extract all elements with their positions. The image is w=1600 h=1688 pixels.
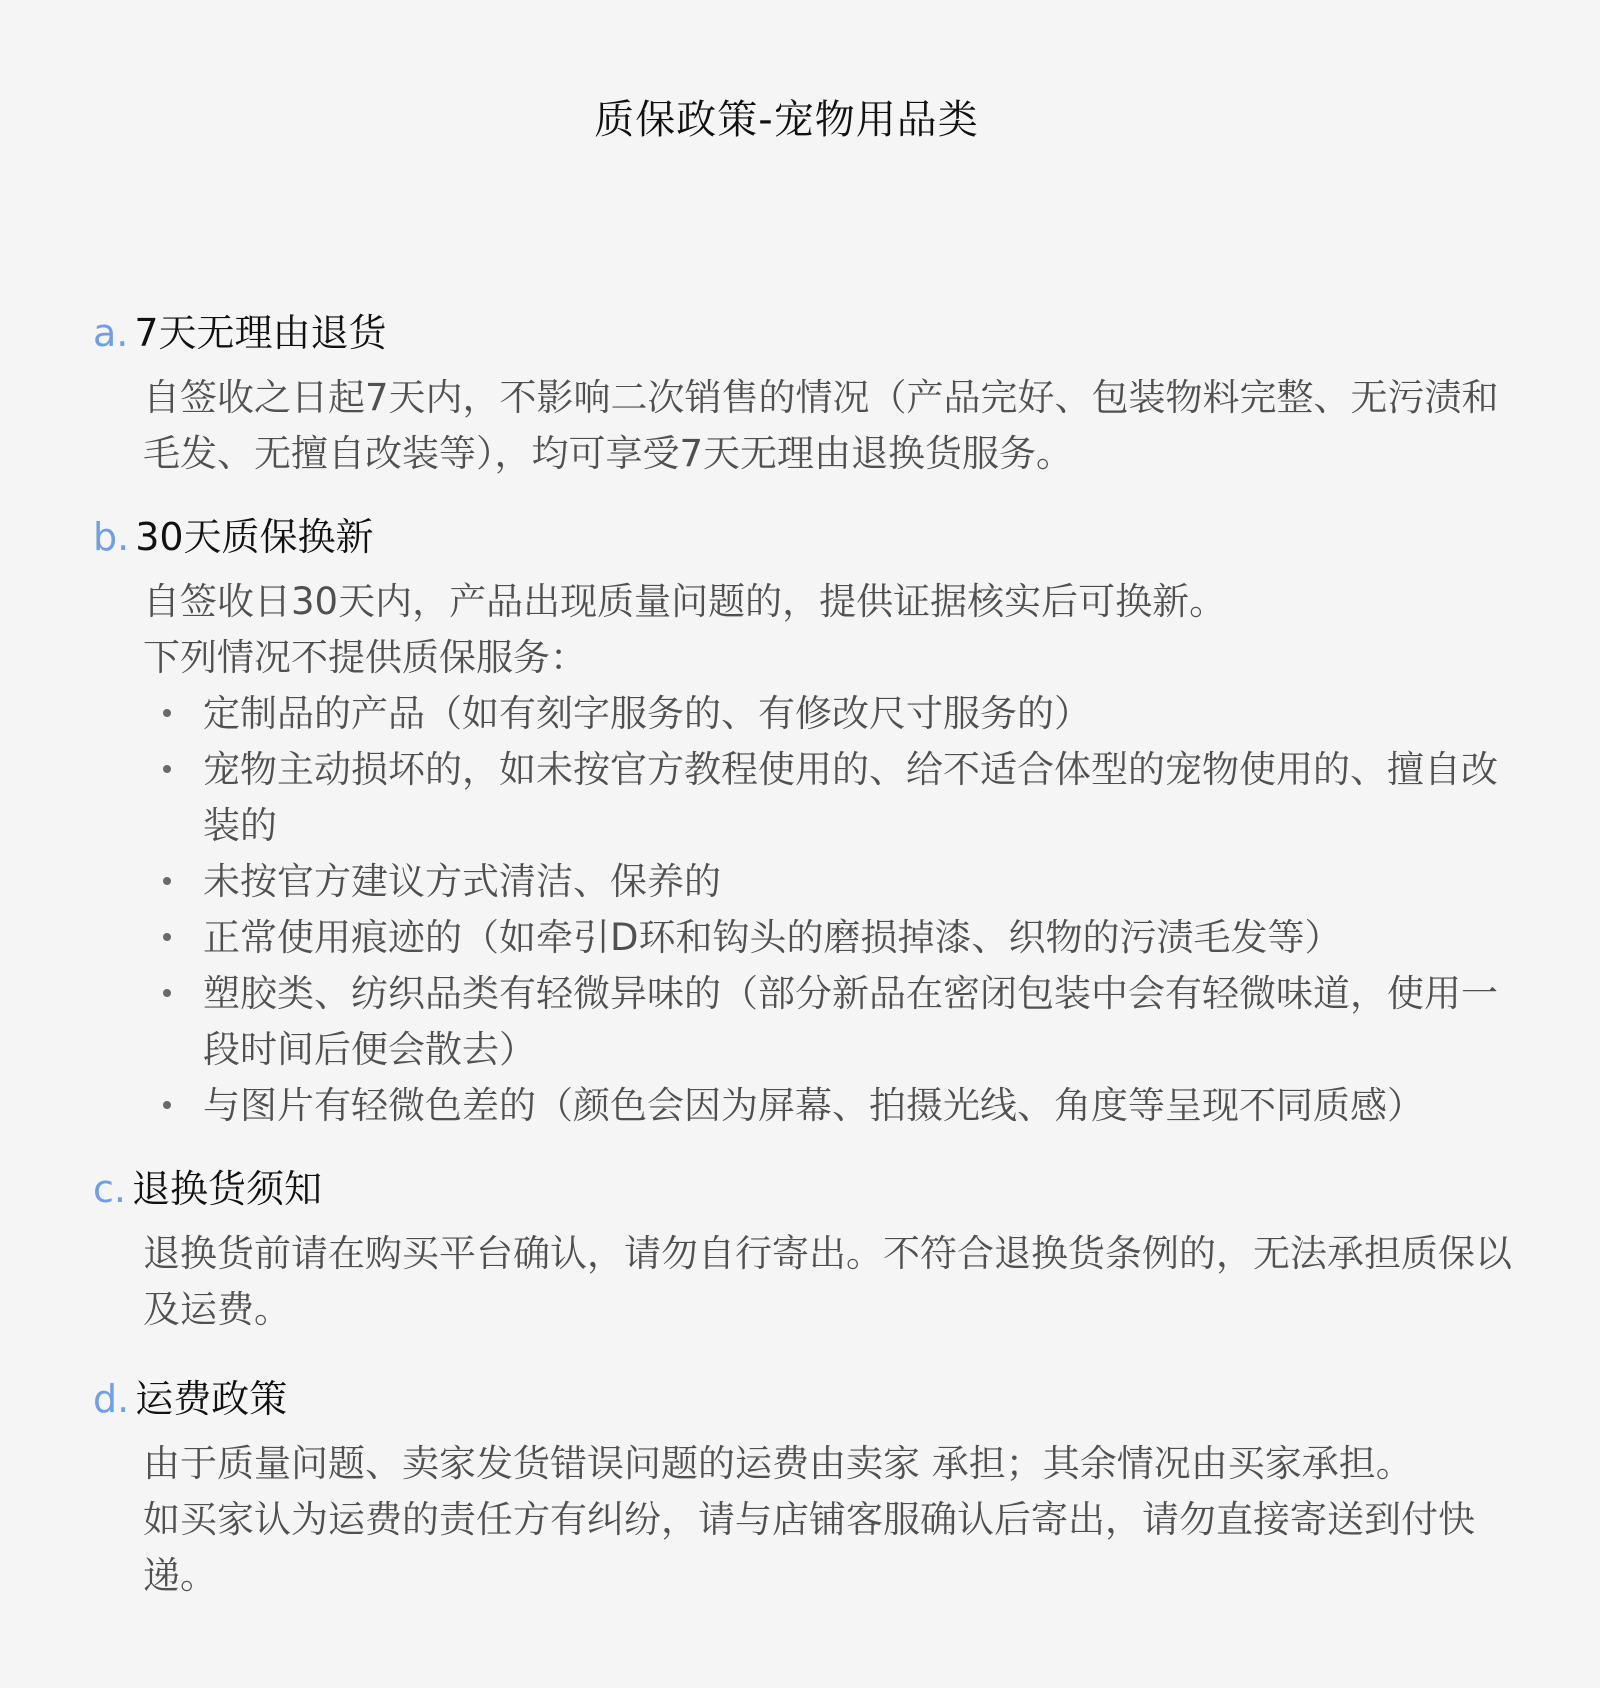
section-heading-c [93, 1158, 322, 1213]
section-body-a [143, 370, 1523, 482]
bullet-icon [163, 1101, 171, 1109]
section-title: 7天无理由退货 [134, 311, 387, 355]
section-heading-d [93, 1368, 287, 1423]
section-letter: a. [93, 311, 129, 355]
list-item [143, 966, 1523, 1078]
list-item [143, 1078, 1523, 1134]
section-title: 30天质保换新 [135, 515, 374, 559]
bullet-icon [163, 933, 171, 941]
list-item-text: 正常使用痕迹的（如牵引D环和钩头的磨损掉漆、织物的污渍毛发等） [203, 916, 1342, 959]
list-item-text: 定制品的产品（如有刻字服务的、有修改尺寸服务的） [203, 692, 1091, 735]
paragraph: 由于质量问题、卖家发货错误问题的运费由卖家 承担；其余情况由买家承担。 [143, 1442, 1413, 1485]
section-letter: c. [93, 1167, 126, 1211]
paragraph: 自签收日30天内，产品出现质量问题的，提供证据核实后可换新。 [143, 580, 1227, 623]
section-letter: d. [93, 1377, 130, 1421]
bullet-icon [163, 877, 171, 885]
paragraph: 下列情况不提供质保服务： [143, 636, 587, 679]
section-body-d [143, 1436, 1523, 1604]
bullet-icon [163, 765, 171, 773]
section-letter: b. [93, 515, 130, 559]
paragraph: 如买家认为运费的责任方有纠纷，请与店铺客服确认后寄出，请勿直接寄送到付快递。 [143, 1498, 1475, 1597]
list-item [143, 686, 1523, 742]
paragraph: 自签收之日起7天内，不影响二次销售的情况（产品完好、包装物料完整、无污渍和毛发、无擅自改装等），均可享受7天无理由退换货服务。 [143, 376, 1499, 475]
section-heading-b [93, 506, 374, 561]
list-item-text: 与图片有轻微色差的（颜色会因为屏幕、拍摄光线、角度等呈现不同质感） [203, 1084, 1424, 1127]
paragraph: 退换货前请在购买平台确认，请勿自行寄出。不符合退换货条例的，无法承担质保以及运费。 [143, 1232, 1512, 1331]
section-title: 运费政策 [135, 1377, 288, 1421]
section-body-c [143, 1226, 1523, 1338]
exclusion-list [143, 686, 1523, 1134]
page-title: 质保政策-宠物用品类 [594, 97, 979, 143]
list-item-text: 未按官方建议方式清洁、保养的 [203, 860, 721, 903]
list-item [143, 742, 1523, 854]
list-item-text: 塑胶类、纺织品类有轻微异味的（部分新品在密闭包装中会有轻微味道，使用一段时间后便会散去） [203, 972, 1498, 1071]
list-item [143, 854, 1523, 910]
section-body-b [143, 574, 1523, 1134]
bullet-icon [163, 709, 171, 717]
bullet-icon [163, 989, 171, 997]
list-item [143, 910, 1523, 966]
list-item-text: 宠物主动损坏的，如未按官方教程使用的、给不适合体型的宠物使用的、擅自改装的 [203, 748, 1498, 847]
section-title: 退换货须知 [131, 1167, 322, 1211]
section-heading-a [93, 302, 387, 357]
